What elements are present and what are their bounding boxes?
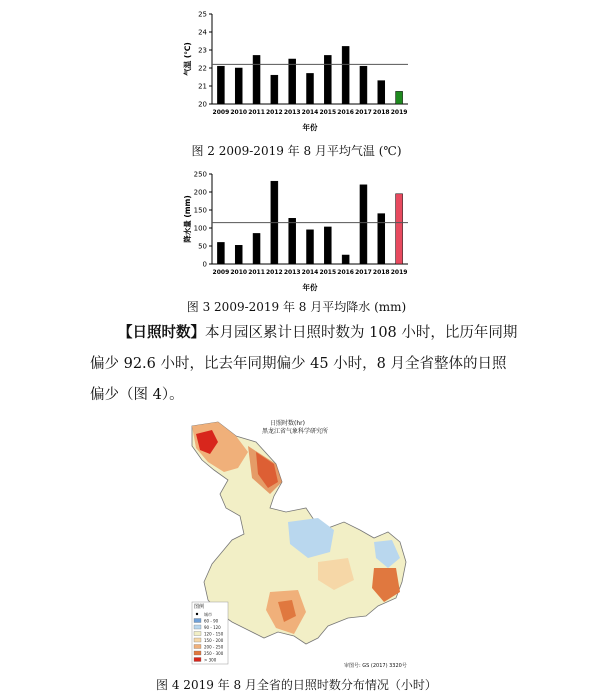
legend-swatch [194, 625, 201, 629]
legend-city-marker [196, 613, 198, 615]
legend-label: 90 - 120 [204, 625, 221, 630]
precip-x-tick-label: 2015 [319, 269, 337, 276]
precip-x-tick-label: 2014 [301, 269, 319, 276]
legend-swatch [194, 651, 201, 655]
legend-label: > 300 [204, 657, 217, 663]
figure2-caption: 图 2 2009-2019 年 8 月平均气温 (℃) [191, 144, 402, 158]
map-subtitle: 黑龙江省气象科学研究所 [262, 428, 329, 435]
precip-x-tick-label: 2012 [266, 269, 283, 276]
precip-bar [324, 227, 331, 264]
legend-label: 60 - 90 [204, 618, 219, 624]
precip-x-tick-label: 2013 [283, 269, 301, 276]
precip-y-label: 降水量 (mm) [183, 195, 192, 243]
legend-swatch [194, 638, 201, 642]
sunshine-paragraph [90, 318, 520, 411]
temp-bar [253, 55, 260, 104]
temp-x-tick-label: 2010 [230, 109, 248, 116]
temp-x-label: 年份 [302, 123, 318, 132]
precip-x-tick-label: 2017 [355, 269, 372, 276]
precip-bar [217, 242, 224, 264]
precipitation-chart [178, 168, 418, 296]
legend-label: 200 - 250 [204, 644, 224, 650]
temp-bar [235, 68, 242, 104]
paragraph-text: 本月园区累计日照时数为 108 小时，比历年同期偏少 92.6 小时，比去年同期偏少 45 小时，8 月全省整体的日照偏少（图 4）。 [90, 325, 518, 403]
precip-x-tick-label: 2019 [390, 269, 408, 276]
temp-bar [289, 59, 296, 104]
temp-y-label: 气温 (℃) [183, 42, 192, 76]
temp-x-tick-label: 2019 [390, 109, 408, 116]
legend-label: 250 - 300 [204, 651, 224, 656]
temp-x-tick-label: 2015 [319, 109, 337, 116]
precip-bar [396, 194, 403, 264]
temp-bar [307, 73, 314, 104]
legend-label: 150 - 200 [204, 638, 224, 643]
temp-x-tick-label: 2018 [372, 109, 390, 116]
temp-bar [360, 66, 367, 104]
paragraph-heading: 【日照时数】 [118, 325, 205, 341]
map-svg [178, 412, 422, 674]
legend-swatch [194, 632, 201, 636]
temp-bar [217, 66, 224, 104]
temp-bar [271, 75, 278, 104]
precip-bar [289, 218, 296, 264]
map-footer: 审图号: GS (2017) 3320号 [344, 663, 407, 669]
temp-x-tick-label: 2016 [337, 109, 354, 116]
precip-y-tick-label: 200 [193, 188, 207, 197]
temp-y-tick-label: 23 [198, 46, 207, 55]
precip-y-tick-label: 250 [193, 170, 207, 179]
precip-bar [360, 185, 367, 264]
temp-y-tick-label: 24 [198, 28, 207, 37]
precip-bar [378, 214, 385, 264]
precip-bar [307, 230, 314, 264]
precip-bar [253, 233, 260, 264]
temperature-chart [178, 8, 418, 138]
temp-x-tick-label: 2011 [248, 109, 265, 116]
legend-swatch [194, 619, 201, 623]
figure4-caption: 图 4 2019 年 8 月全省的日照时数分布情况（小时） [156, 678, 437, 692]
temp-x-tick-label: 2017 [355, 109, 372, 116]
legend-label: 城市 [204, 612, 212, 617]
precip-y-tick-label: 150 [193, 206, 207, 215]
precip-y-tick-label: 0 [202, 260, 207, 269]
legend-title: 图例 [194, 604, 205, 610]
precip-x-label: 年份 [302, 283, 318, 292]
temp-y-tick-label: 22 [198, 64, 207, 73]
precip-x-tick-label: 2011 [248, 269, 265, 276]
temp-bar [378, 81, 385, 104]
temp-x-tick-label: 2014 [301, 109, 319, 116]
temp-x-tick-label: 2013 [283, 109, 301, 116]
legend-swatch [194, 658, 201, 662]
precip-y-tick-label: 100 [193, 224, 207, 233]
precip-x-tick-label: 2018 [372, 269, 390, 276]
temp-x-tick-label: 2012 [266, 109, 283, 116]
legend-swatch [194, 645, 201, 649]
temp-bar [396, 91, 403, 104]
precip-x-tick-label: 2010 [230, 269, 248, 276]
precip-bar [235, 245, 242, 264]
temp-y-tick-label: 25 [198, 10, 207, 19]
temp-y-tick-label: 21 [198, 82, 207, 91]
precip-y-tick-label: 50 [198, 242, 207, 251]
precip-x-tick-label: 2016 [337, 269, 354, 276]
temp-bar [324, 55, 331, 104]
map-title: 日照时数(hr) [270, 420, 305, 427]
temp-bar [342, 46, 349, 104]
legend-label: 120 - 150 [204, 631, 224, 637]
precip-x-tick-label: 2009 [212, 269, 230, 276]
figure3-caption: 图 3 2009-2019 年 8 月平均降水 (mm) [186, 300, 407, 314]
temp-y-tick-label: 20 [198, 100, 207, 109]
temp-x-tick-label: 2009 [212, 109, 230, 116]
precip-bar [342, 255, 349, 264]
sunshine-map [178, 412, 422, 674]
